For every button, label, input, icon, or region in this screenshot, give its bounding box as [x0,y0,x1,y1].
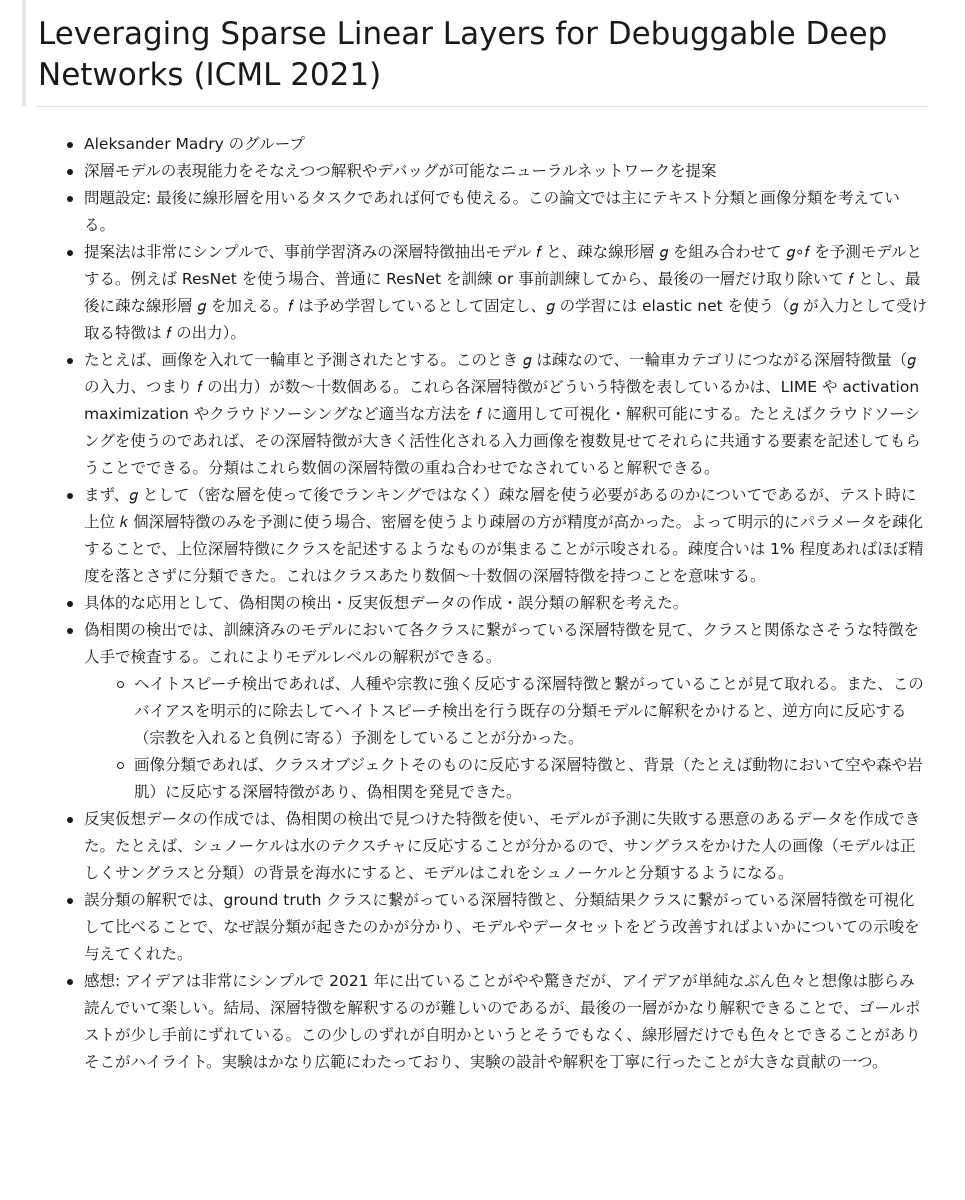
list-item-text: 問題設定: 最後に線形層を用いるタスクであれば何でも使える。この論文では主にテキスト分類と画像分類を考えている。 [84,189,900,234]
list-item-text: 具体的な応用として、偽相関の検出・反実仮想データの作成・誤分類の解釈を考えた。 [84,594,689,612]
list-item-text: Aleksander Madry のグループ [84,135,305,153]
list-item-text: まず、𝑔 として（密な層を使って後でランキングではなく）疎な層を使う必要があるのかについてであるが、テスト時に上位 𝑘 個深層特徴のみを予測に使う場合、密層を使うより疎層の方が精度が高かった。よって明示的にパラメータを疎化することで、上位深層特徴にクラスを記述するようなものが集まることが示唆される。疎度合いは 1% 程度あればほぼ精度を落とさずに分類できた。これはクラスあたり数個〜十数個の深層特徴を持つことを意味する。 [84,486,924,585]
sub-bullet-list [84,671,929,806]
sub-list-item-text: ヘイトスピーチ検出であれば、人種や宗教に強く反応する深層特徴と繋がっていることが見て取れる。また、このバイアスを明示的に除去してヘイトスピーチ検出を行う既存の分類モデルに解釈をかけると、逆方向に反応する（宗教を入れると負例に寄る）予測をしていることが分かった。 [134,675,924,747]
list-item [84,968,929,1076]
list-item [84,347,929,482]
sub-list-item [134,671,929,752]
list-item-text: 反実仮想データの作成では、偽相関の検出で見つけた特徴を使い、モデルが予測に失敗する悪意のあるデータを作成できた。たとえば、シュノーケルは水のテクスチャに反応することが分かるので、サングラスをかけた人の画像（モデルは正しくサングラスと分類）の背景を海水にすると、モデルはこれをシュノーケルと分類するようになる。 [84,810,921,882]
list-item [84,482,929,590]
list-item [84,617,929,806]
list-item [84,158,929,185]
list-item-text: 深層モデルの表現能力をそなえつつ解釈やデバッグが可能なニューラルネットワークを提案 [84,162,717,180]
sub-list-item-text: 画像分類であれば、クラスオブジェクトそのものに反応する深層特徴と、背景（たとえば動物において空や森や岩肌）に反応する深層特徴があり、偽相関を発見できた。 [134,756,923,801]
list-item [84,590,929,617]
title-divider [36,106,929,107]
list-item-text: 感想: アイデアは非常にシンプルで 2021 年に出ていることがやや驚きだが、アイデアが単純なぶん色々と想像は膨らみ読んでいて楽しい。結局、深層特徴を解釈するのが難しいのであるが、最後の一層がかなり解釈できることで、ゴールポストが少し手前にずれている。この少しのずれが自明かというとそうでもなく、線形層だけでも色々とできることがありそこがハイライト。実験はかなり広範にわたっており、実験の設計や解釈を丁寧に行ったことが大きな貢献の一つ。 [84,972,921,1071]
title-block [22,0,929,106]
bullet-list [22,131,929,1076]
list-item [84,806,929,887]
list-item-text: 偽相関の検出では、訓練済みのモデルにおいて各クラスに繋がっている深層特徴を見て、クラスと関係なさそうな特徴を人手で検査する。これによりモデルレベルの解釈ができる。 [84,621,919,666]
page-title: Leveraging Sparse Linear Layers for Debuggable Deep Networks (ICML 2021) [38,16,888,93]
list-item [84,239,929,347]
list-item [84,185,929,239]
list-item-text: たとえば、画像を入れて一輪車と予測されたとする。このとき 𝑔 は疎なので、一輪車カテゴリにつながる深層特徴量（𝑔 の入力、つまり 𝑓 の出力）が数〜十数個ある。これら各深層特徴がどういう特徴を表しているかは、LIME や activation maximization やクラウドソーシングなど適当な方法を 𝑓 に適用して可視化・解釈可能にする。たとえばクラウドソーシングを使うのであれば、その深層特徴が大きく活性化される入力画像を複数見せてそれらに共通する要素を記述してもらうことでできる。分類はこれら数個の深層特徴の重ね合わせでなされていると解釈できる。 [84,351,921,477]
list-item-text: 提案法は非常にシンプルで、事前学習済みの深層特徴抽出モデル 𝑓 と、疎な線形層 𝑔 を組み合わせて 𝑔∘𝑓 を予測モデルとする。例えば ResNet を使う場合、普通に ResNet を訓練 or 事前訓練してから、最後の一層だけ取り除いて 𝑓 とし、最後に疎な線形層 𝑔 を加える。𝑓 は予め学習しているとして固定し、𝑔 の学習には elastic net を使う（𝑔 が入力として受け取る特徴は 𝑓 の出力）。 [84,243,928,342]
list-item-text: 誤分類の解釈では、ground truth クラスに繋がっている深層特徴と、分類結果クラスに繋がっている深層特徴を可視化して比べることで、なぜ誤分類が起きたのかが分かり、モデルやデータセットをどう改善すればよいかについての示唆を与えてくれた。 [84,891,920,963]
sub-list-item [134,752,929,806]
list-item [84,131,929,158]
list-item [84,887,929,968]
